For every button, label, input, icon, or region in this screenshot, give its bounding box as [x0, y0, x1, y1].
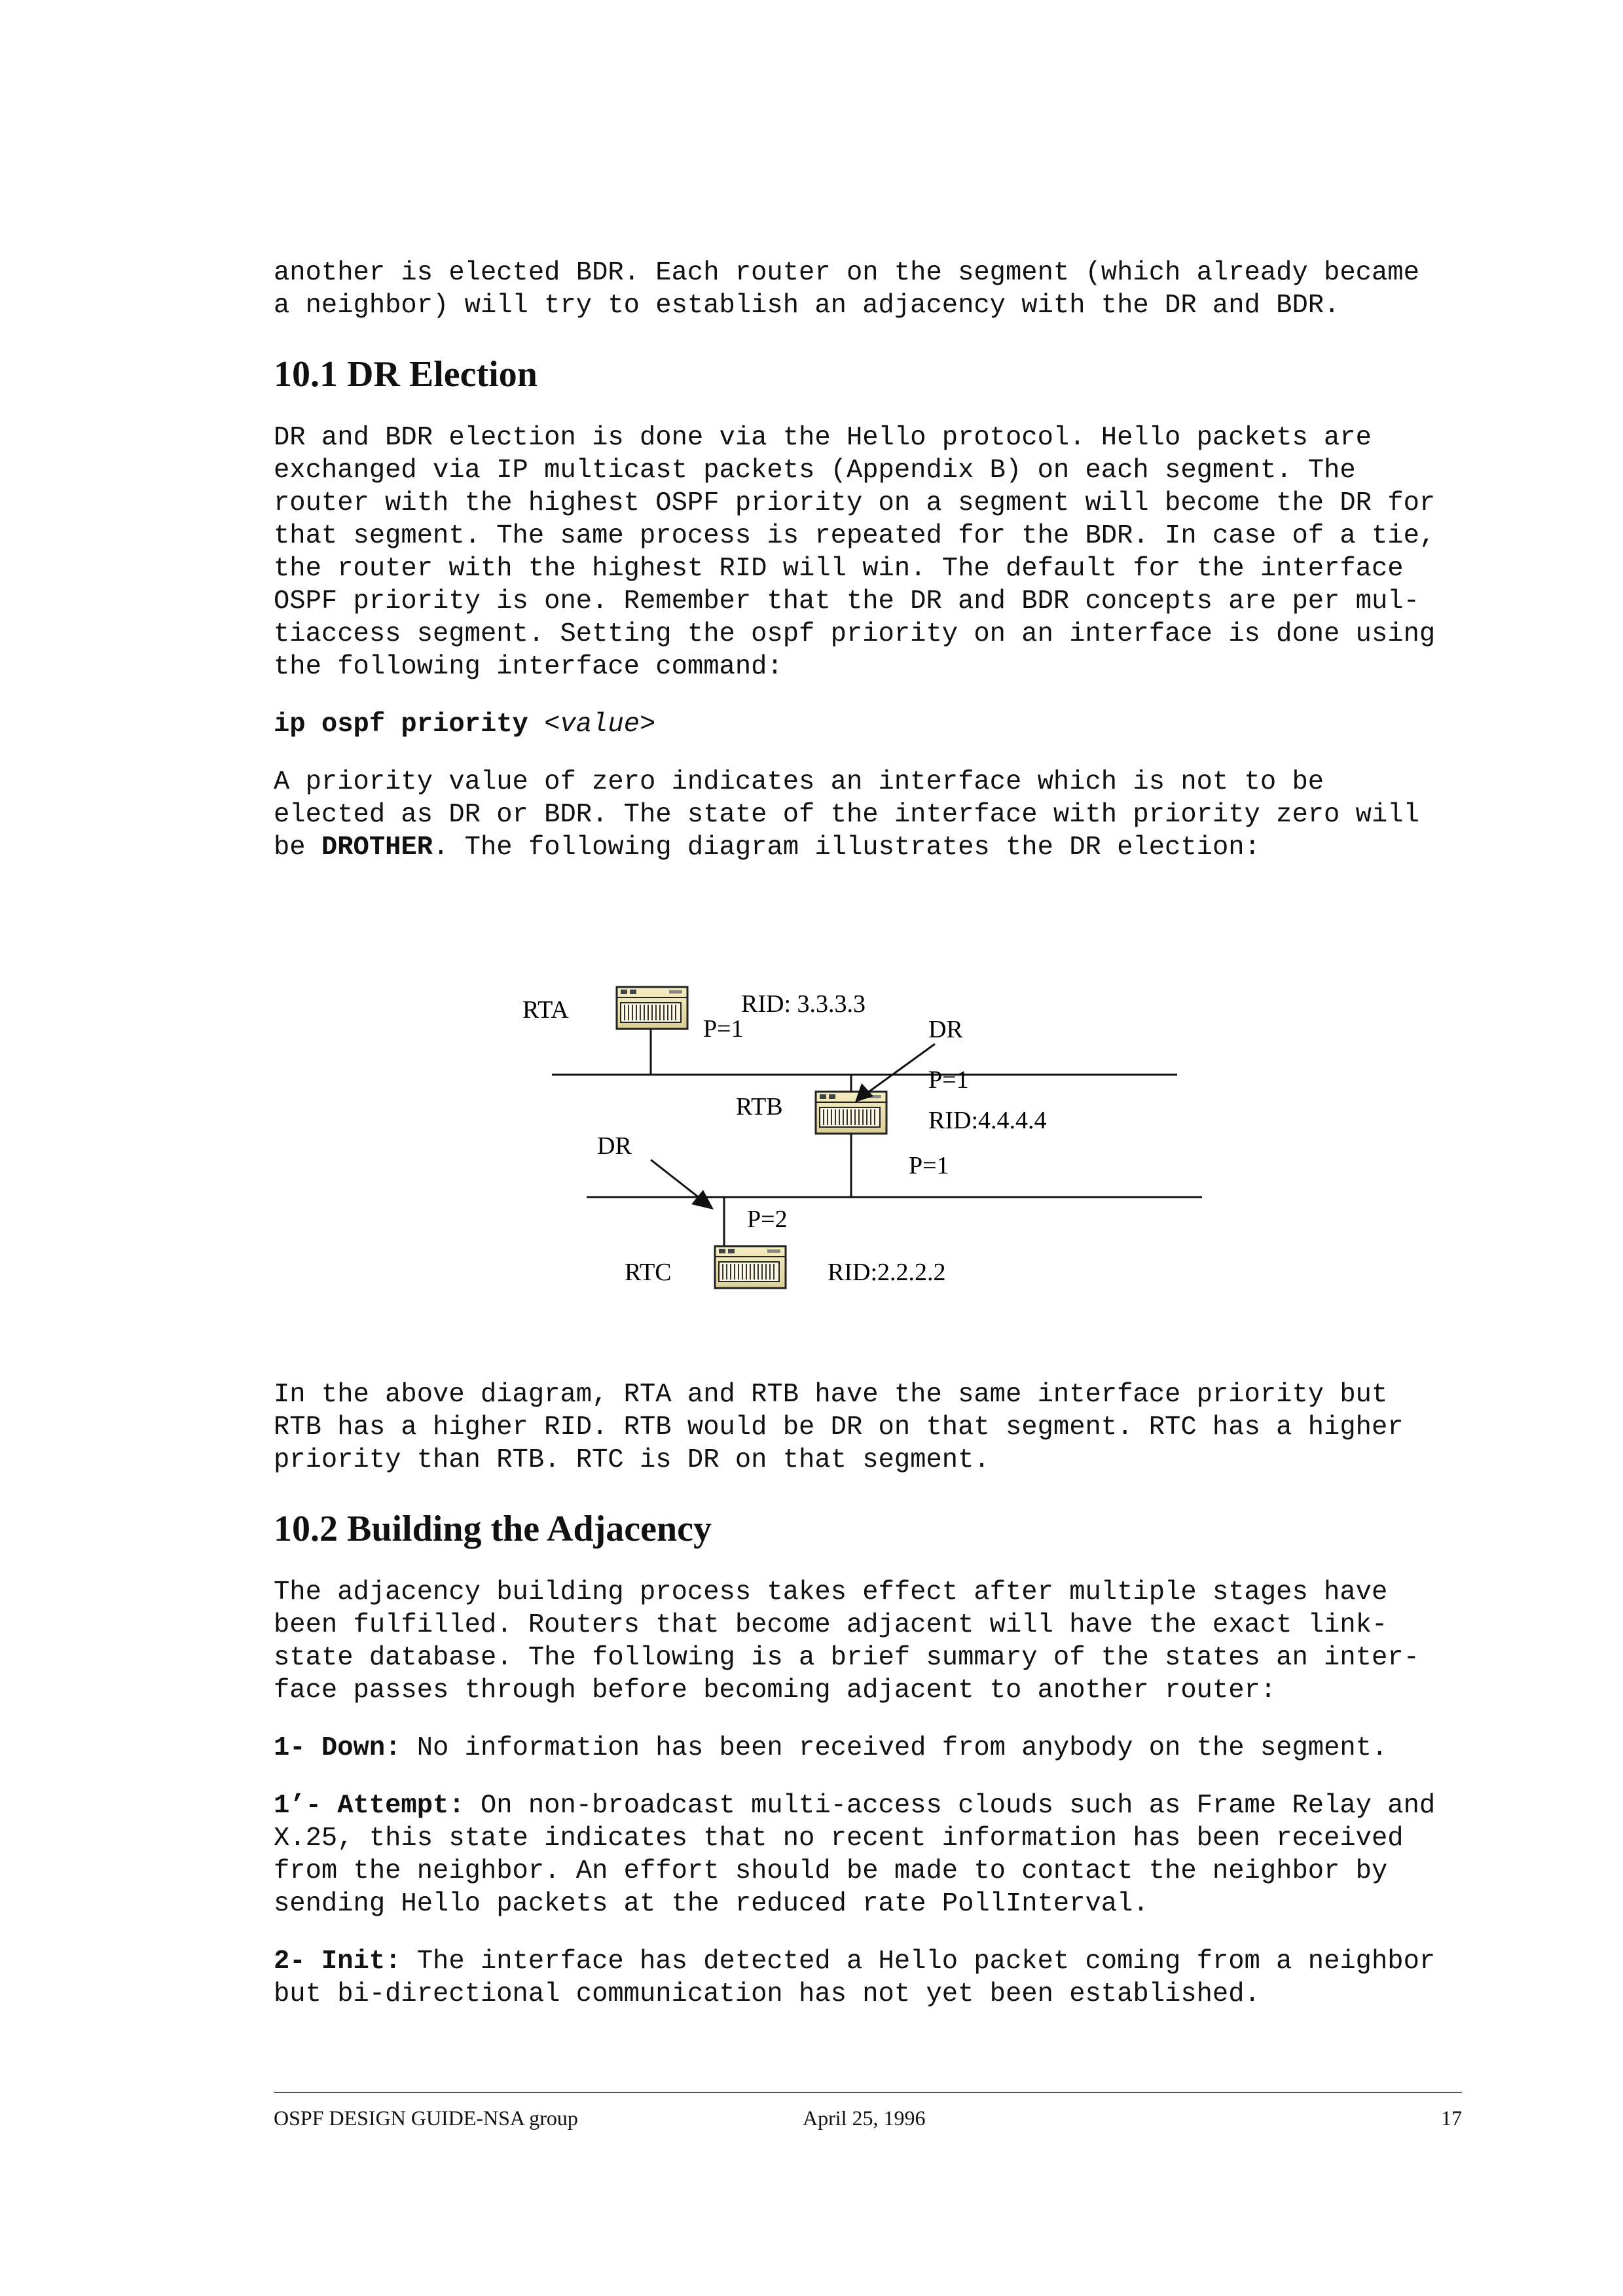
- footer-document-title: OSPF DESIGN GUIDE-NSA group: [274, 2106, 578, 2130]
- state-attempt: [274, 1789, 1462, 1920]
- page-footer: [274, 2092, 1462, 2130]
- state-init: [274, 1945, 1462, 2011]
- footer-date: April 25, 1996: [803, 2106, 926, 2130]
- rta-label: RTA: [522, 996, 569, 1024]
- intro-paragraph: another is elected BDR. Each router on the segment (which already became a neighbor) will try to establish an adjacency with the DR and BDR.: [274, 258, 1419, 321]
- state-down-text: No information has been received from anybody on the segment.: [401, 1733, 1388, 1763]
- state-init-text: The interface has detected a Hello packet coming from a neighbor but bi-directional communication has not yet been established.: [274, 1946, 1436, 2009]
- state-init-label: 2- Init:: [274, 1946, 401, 1977]
- state-attempt-text: On non-broadcast multi-access clouds such as Frame Relay and X.25, this state indicates that no recent information has been received from the neighbor. An effort should be made to contact the neighbor by sending Hello packets at the reduced rate PollInterval.: [274, 1791, 1436, 1919]
- state-down: [274, 1732, 1462, 1765]
- dr-election-paragraph: DR and BDR election is done via the Hello protocol. Hello packets are exchanged via IP multicast packets (Appendix B) on each segment. The router with the highest OSPF priority on a segment will become the DR for that segment. The same process is repeated for the BDR. In case of a tie, the router with the highest RID will win. The default for the interface OSPF priority is one. Remember that the DR and BDR concepts are per mul- tiaccess segment. Setting the ospf priority on an interface is done using the following interface command:: [274, 423, 1436, 682]
- command-text: ip ospf priority: [274, 709, 528, 740]
- dr-arrow-bottom-head: [691, 1190, 714, 1210]
- rta-rid: RID: 3.3.3.3: [741, 990, 866, 1018]
- state-attempt-label: 1’- Attempt:: [274, 1791, 465, 1821]
- dr-arrow-top-line: [866, 1044, 935, 1094]
- priority-text-a: A priority value of zero indicates an interface which is not to be elected as DR or BDR. The state of the interface with priority zero will be: [274, 767, 1419, 863]
- priority-paragraph: [274, 766, 1462, 864]
- dr-label-top: DR: [928, 1016, 963, 1043]
- rtb-rid: RID:4.4.4.4: [928, 1107, 1047, 1134]
- rtc-rid: RID:2.2.2.2: [828, 1259, 946, 1286]
- section-heading-adjacency: 10.2 Building the Adjacency: [274, 1509, 712, 1549]
- state-down-label: 1- Down:: [274, 1733, 401, 1763]
- command-argument: <value>: [544, 709, 656, 740]
- rtc-router-icon: [715, 1246, 786, 1288]
- rtb-router-icon: [816, 1092, 886, 1134]
- dr-arrow-bottom-line: [651, 1160, 699, 1198]
- dr-election-diagram: [274, 916, 1462, 1374]
- priority-text-b: . The following diagram illustrates the DR election:: [433, 833, 1260, 863]
- footer-page-number: 17: [1441, 2106, 1462, 2130]
- drother-keyword: DROTHER: [321, 833, 433, 863]
- page-body: [274, 257, 1462, 2011]
- rtb-priority-top: P=1: [928, 1066, 969, 1094]
- section-heading-dr-election: 10.1 DR Election: [274, 354, 538, 395]
- dr-label-bottom: DR: [597, 1132, 632, 1160]
- rta-priority: P=1: [703, 1015, 744, 1043]
- rtc-priority: P=2: [747, 1206, 788, 1233]
- rtc-label: RTC: [625, 1259, 672, 1286]
- command-line: [274, 708, 1462, 741]
- diagram-explanation-paragraph: In the above diagram, RTA and RTB have the same interface priority but RTB has a higher RID. RTB would be DR on that segment. RTC has a higher priority than RTB. RTC is DR on that segment.: [274, 1380, 1404, 1475]
- adjacency-paragraph: The adjacency building process takes effect after multiple stages have been fulfilled. Routers that become adjacent will have the exact link- state database. The following is a brief summary of the states an inter- face passes through before becoming adjacent to another router:: [274, 1577, 1419, 1706]
- rtb-label: RTB: [736, 1093, 783, 1121]
- diagram-svg: [274, 916, 1462, 1374]
- rta-router-icon: [617, 987, 687, 1029]
- rtb-priority-bottom: P=1: [909, 1152, 949, 1179]
